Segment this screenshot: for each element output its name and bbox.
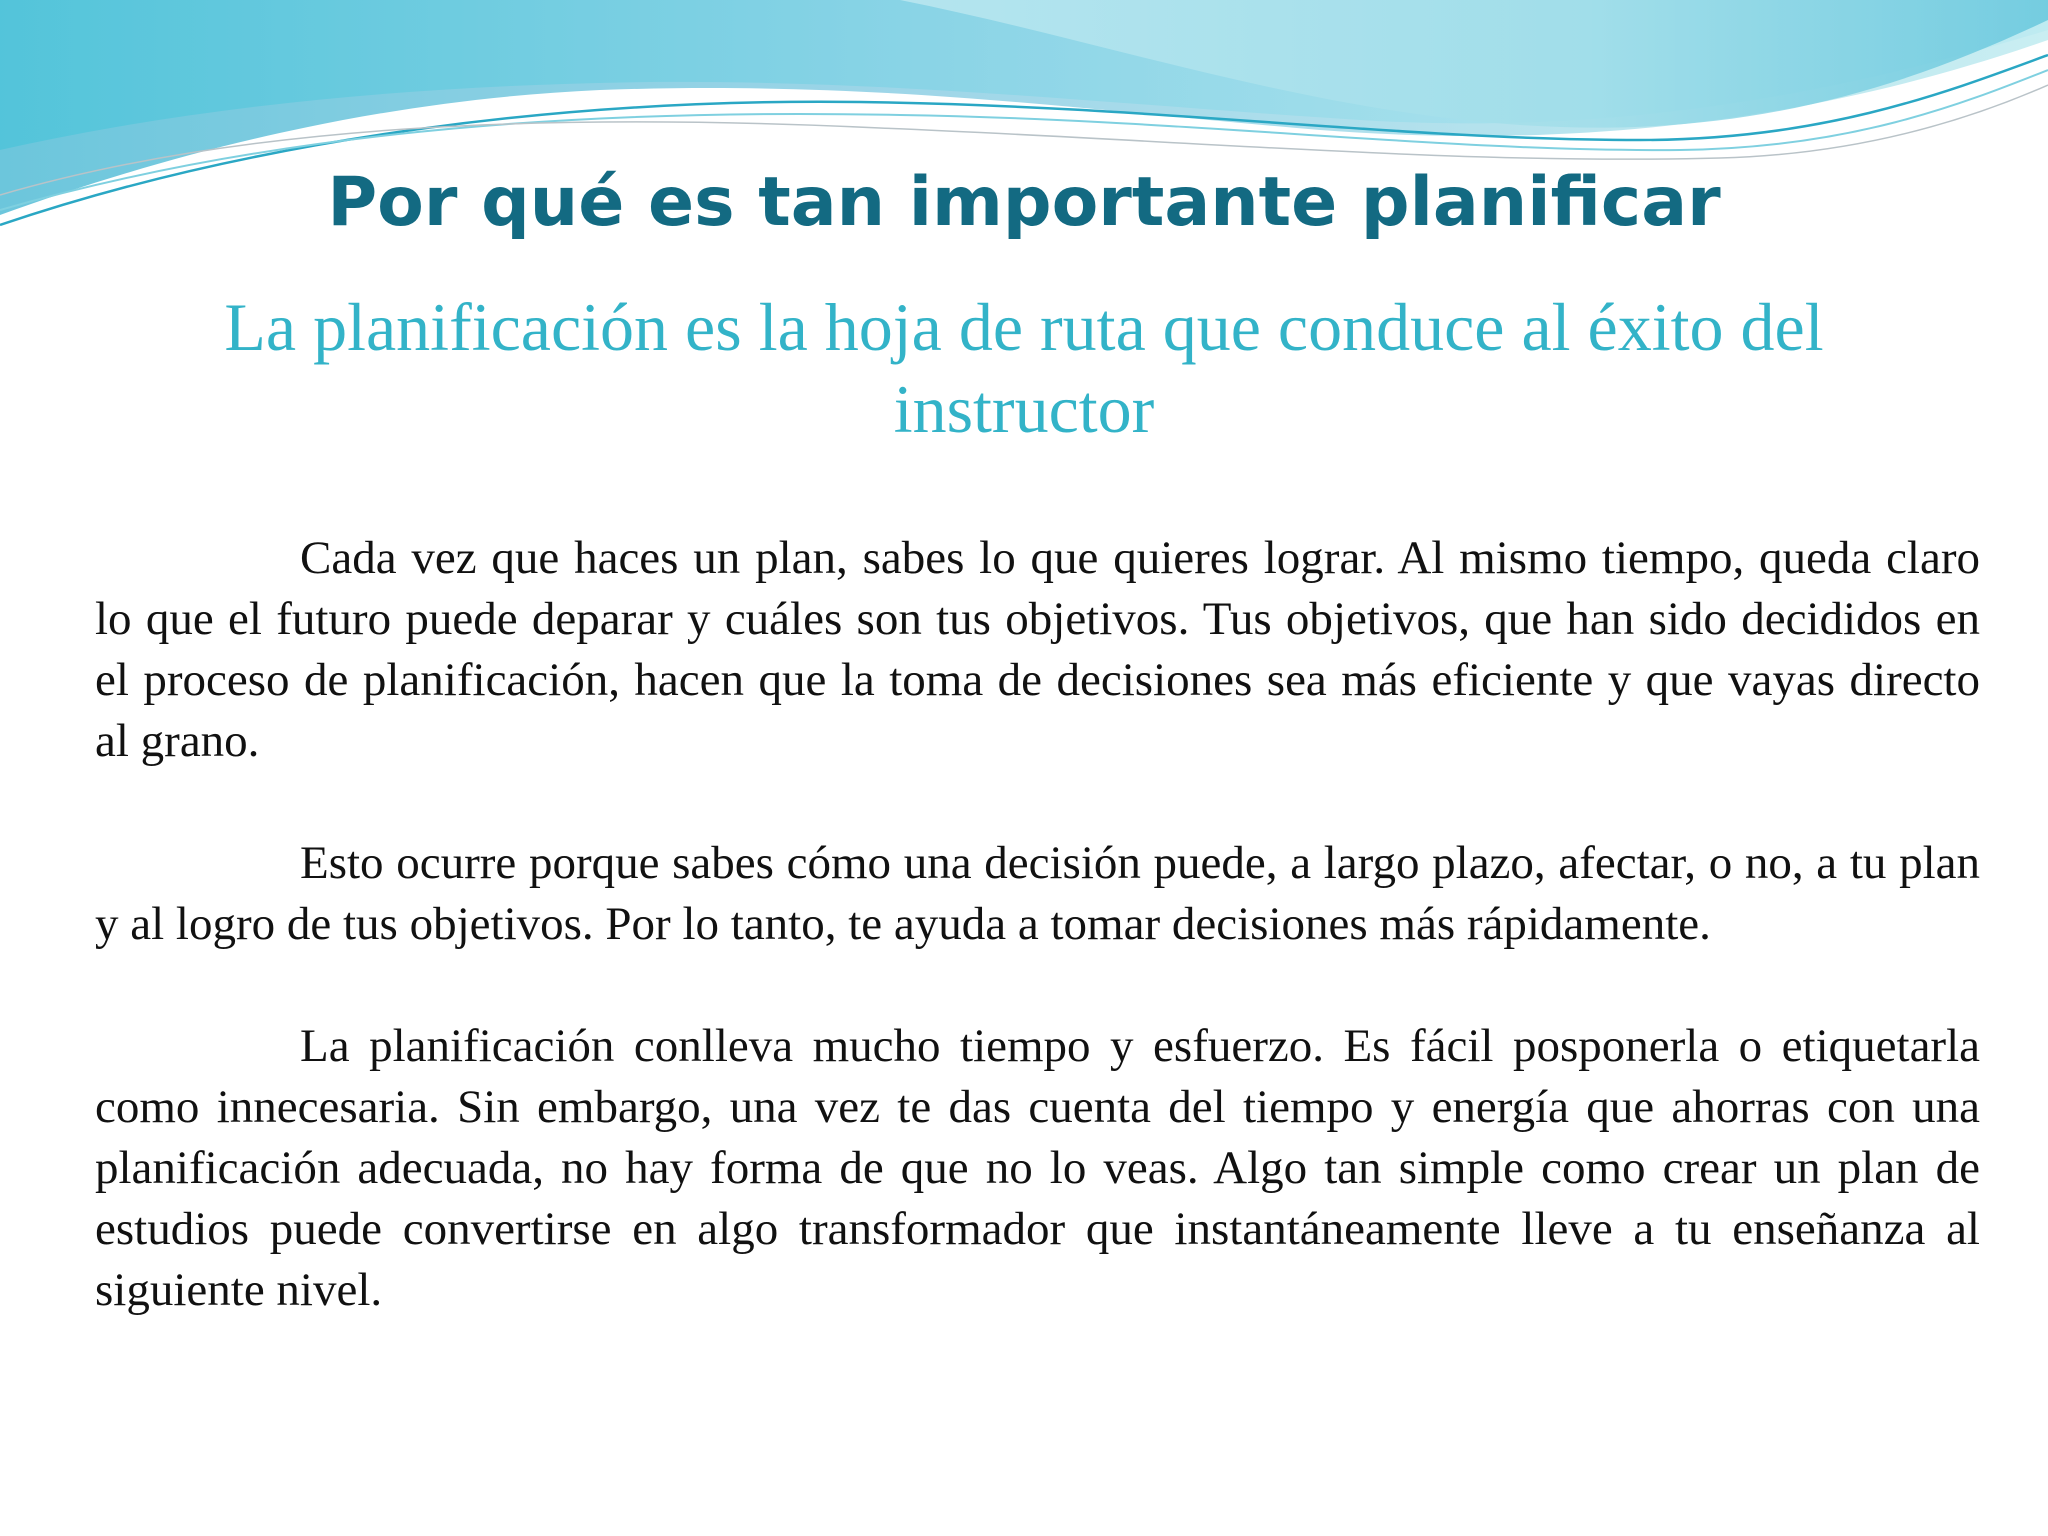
slide-subtitle: La planificación es la hoja de ruta que conduce al éxito del instructor (224, 289, 1824, 447)
paragraph-2: Esto ocurre porque sabes cómo una decisión puede, a largo plazo, afectar, o no, a tu plan y al logro de tus objetivos. Por lo tanto, te ayuda a tomar decisiones más rápidamente. (95, 837, 1980, 950)
paragraph-3: La planificación conlleva mucho tiempo y esfuerzo. Es fácil posponerla o etiquetarla como innecesaria. Sin embargo, una vez te das cuenta del tiempo y energía que ahorras con una planificación adecuada, no hay forma de que no lo veas. Algo tan simple como crear un plan de estudios puede convertirse en algo transformador que instantáneamente lleve a tu enseñanza al siguiente nivel. (95, 1020, 1980, 1316)
paragraph-1: Cada vez que haces un plan, sabes lo que quieres lograr. Al mismo tiempo, queda claro lo que el futuro puede deparar y cuáles son tus objetivos. Tus objetivos, que han sido decididos en el proceso de planificación, hacen que la toma de decisiones sea más eficiente y que vayas directo al grano. (95, 532, 1980, 767)
body-text (95, 528, 1980, 1382)
slide-title: Por qué es tan importante planificar (327, 163, 1721, 242)
